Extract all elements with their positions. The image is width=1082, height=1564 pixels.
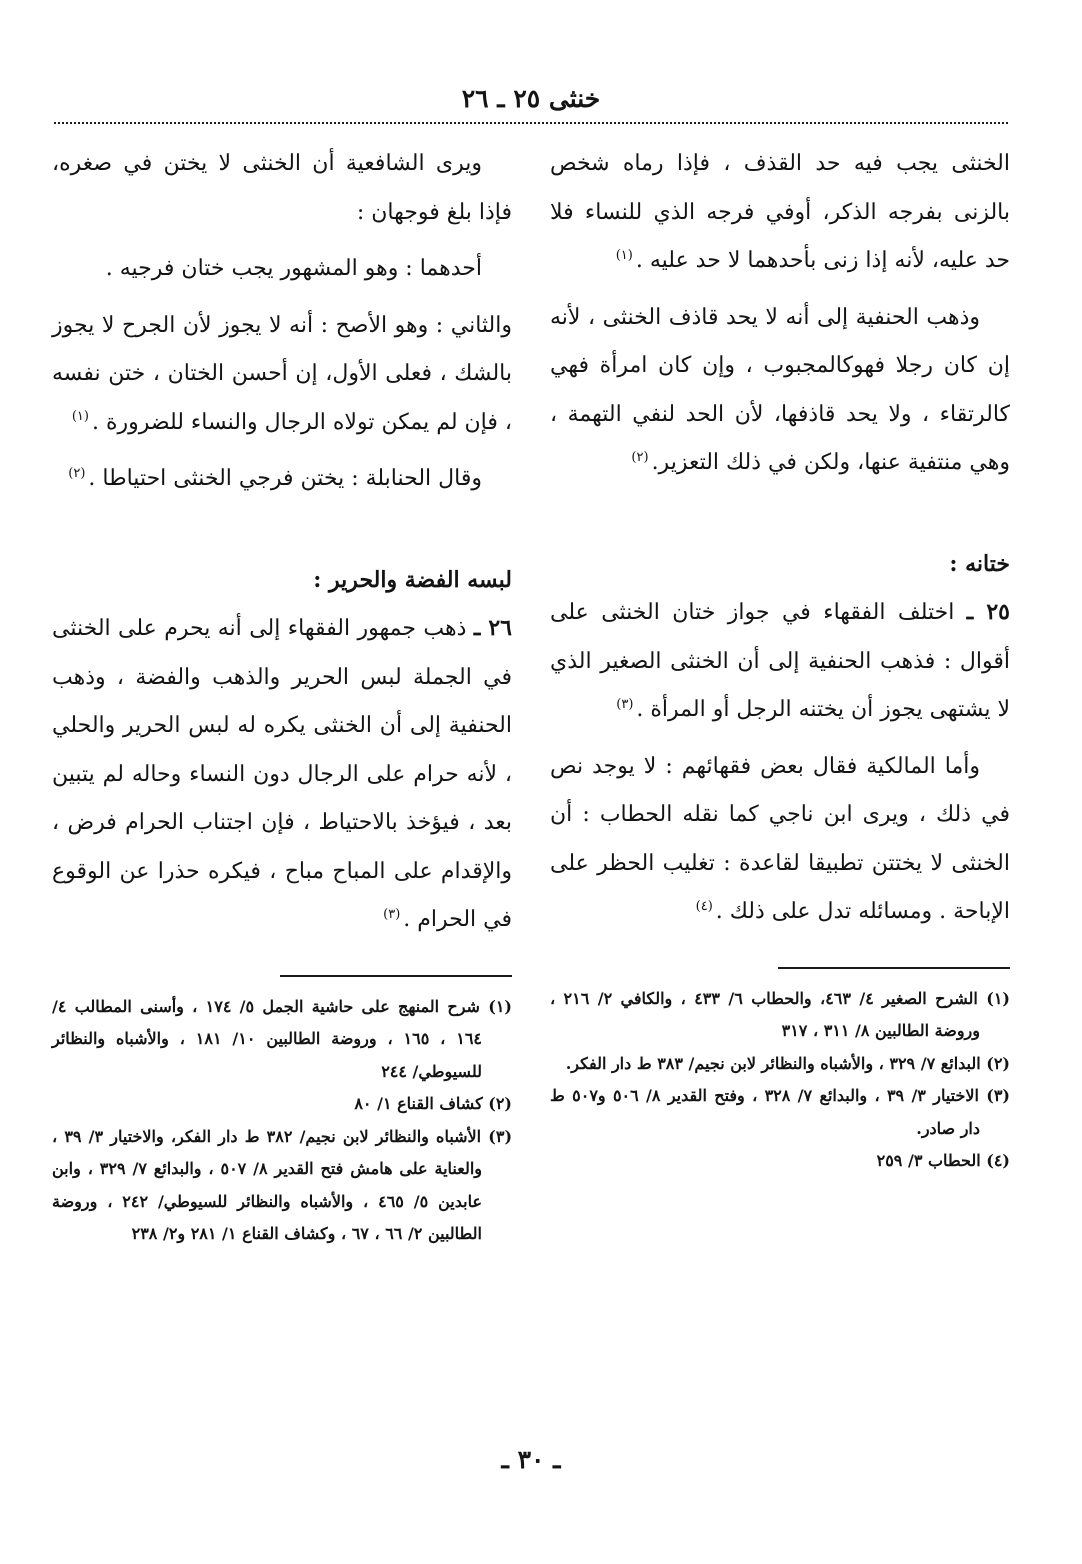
footnotes	[52, 991, 512, 1251]
page-header: خنثى ٢٥ ـ ٢٦	[461, 84, 601, 113]
footnote: (٣) الأشباه والنظائر لابن نجيم/ ٣٨٢ ط دار الفكر، والاختيار ٣/ ٣٩ ، والعناية على هامش فتح القدير ٨/ ٥٠٧ ، والبدائع ٧/ ٣٢٩ ، وابن عابدين ٥/ ٤٦٥ ، والأشباه والنظائر للسيوطي/ ٢٤٢ ، وروضة الطالبين ٢/ ٦٦ ، ٦٧ ، وكشاف القناع ١/ ٢٨١ و٢/ ٢٣٨	[52, 1126, 513, 1243]
section-heading: ختانه :	[949, 550, 1010, 577]
paragraph: الخنثى يجب فيه حد القذف ، فإذا رماه شخص بالزنى بفرجه الذكر، أوفي فرجه الذي للنساء فلا حد عليه، لأنه إذا زنى بأحدهما لا حد عليه .$^{(١)}$	[550, 151, 1010, 273]
footnote-ref: (١)	[71, 409, 89, 425]
paragraph: والثاني : وهو الأصح : أنه لا يجوز لأن الجرح لا يجوز بالشك ، فعلى الأول، إن أحسن الختان ، ختن نفسه ، فإن لم يمكن تولاه الرجال والنساء للضرورة .$^{(١)}$	[52, 312, 512, 435]
paragraph: وأما المالكية فقال بعض فقهائهم : لا يوجد نص في ذلك ، ويرى ابن ناجي كما نقله الحطاب : أن الخنثى لا يختتن تطبيقا لقاعدة : تغليب الحظر على الإباحة . ومسائله تدل على ذلك .$^{(٤)}$	[550, 753, 1010, 924]
paragraph: وذهب الحنفية إلى أنه لا يحد قاذف الخنثى ، لأنه إن كان رجلا فهوكالمجبوب ، وإن كان امرأة فهي كالرتقاء ، ولا يحد قاذفها، لأن الحد لنفي التهمة ، وهي منتفية عنها، ولكن في ذلك التعزير.$^{(٢)}$	[550, 304, 1010, 475]
footnotes	[550, 983, 1010, 1178]
right-column	[550, 140, 1010, 1178]
footnote: (٢) البدائع ٧/ ٣٢٩ ، والأشباه والنظائر لابن نجيم/ ٣٨٣ ط دار الفكر.	[565, 1053, 1010, 1073]
footnote: (١) شرح المنهج على حاشية الجمل ٥/ ١٧٤ ، وأسنى المطالب ٤/ ١٦٤ ، ١٦٥ ، وروضة الطالبين ١٠/ ١٨١ ، والأشباه والنظائر للسيوطي/ ٢٤٤	[52, 996, 512, 1081]
paragraph: وقال الحنابلة : يختن فرجي الخنثى احتياطا .$^{(٢)}$	[68, 465, 482, 491]
footnote-divider	[778, 967, 1010, 969]
page-number: ـ ٣٠ ـ	[501, 1445, 561, 1474]
paragraph: ٢٦ ـ ذهب جمهور الفقهاء إلى أنه يحرم على الخنثى في الجملة لبس الحرير والذهب والفضة ، وذهب الحنفية إلى أن الخنثى يكره له لبس الحرير والحلي ، لأنه حرام على الرجال دون النساء وحاله لم يتبين بعد ، فيؤخذ بالاحتياط ، فإن اجتناب الحرام فرض ، والإقدام على المباح مباح ، فيكره حذرا عن الوقوع في الحرام .$^{(٣)}$	[52, 615, 512, 932]
footnote: (١) الشرح الصغير ٤/ ٤٦٣، والحطاب ٦/ ٤٣٣ ، والكافي ٢/ ٢١٦ ، وروضة الطالبين ٨/ ٣١١ ، ٣١٧	[550, 988, 1010, 1040]
section-heading: لبسه الفضة والحرير :	[313, 566, 512, 593]
article-number: ٢٥ ـ	[966, 599, 1010, 625]
paragraph: أحدهما : وهو المشهور يجب ختان فرجيه .	[105, 256, 482, 281]
footnote-ref: (٣)	[616, 696, 634, 712]
footnote: (٣) الاختيار ٣/ ٣٩ ، والبدائع ٧/ ٣٢٨ ، وفتح القدير ٨/ ٥٠٦ و٥٠٧ ط دار صادر.	[550, 1086, 1010, 1138]
footnote: (٢) كشاف القناع ١/ ٨٠	[354, 1094, 512, 1113]
paragraph: ويرى الشافعية أن الخنثى لا يختن في صغره، فإذا بلغ فوجهان :	[52, 151, 512, 225]
footnote-ref: (٢)	[631, 449, 649, 465]
footnote-divider	[280, 975, 512, 977]
paragraph: ٢٥ ـ اختلف الفقهاء في جواز ختان الخنثى على أقوال : فذهب الحنفية إلى أن الخنثى الصغير الذي لا يشتهى يجوز أن يختنه الرجل أو المرأة .$^{(٣)}$	[550, 599, 1010, 722]
footnote-ref: (١)	[615, 247, 633, 263]
header-dotted-divider	[54, 122, 1008, 124]
footnote: (٤) الحطاب ٣/ ٢٥٩	[876, 1151, 1010, 1170]
left-column	[52, 140, 512, 1251]
article-number: ٢٦ ـ	[473, 615, 512, 641]
footnote-ref: (٢)	[68, 465, 86, 481]
footnote-ref: (٣)	[383, 906, 401, 922]
footnote-ref: (٤)	[695, 898, 713, 914]
